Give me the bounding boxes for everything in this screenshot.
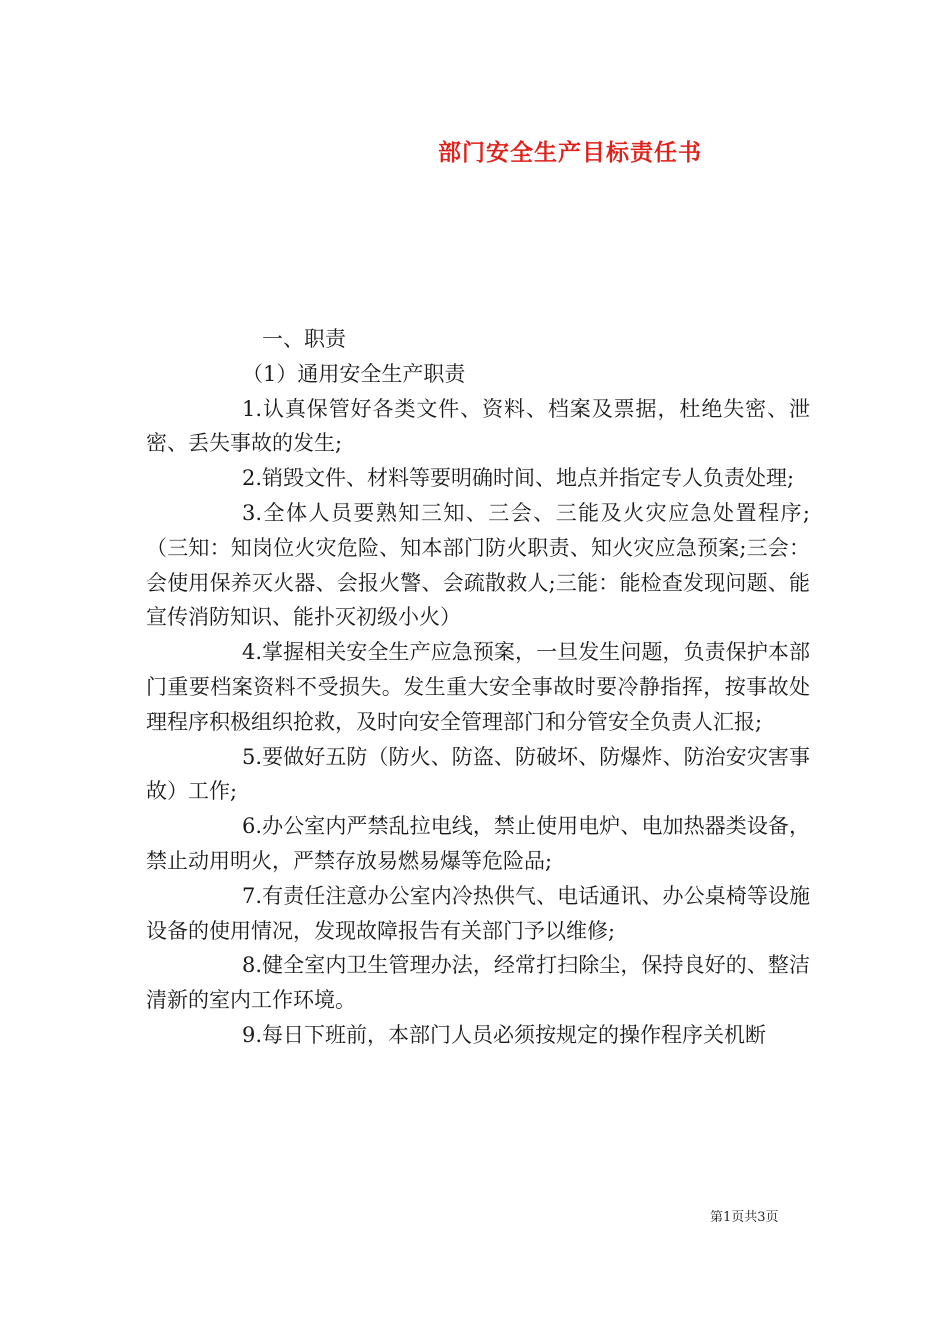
paragraph-4: 4.掌握相关安全生产应急预案，一旦发生问题，负责保护本部门重要档案资料不受损失。发生重大安全事故时要冷静指挥，按事故处理程序积极组织抢救，及时向安全管理部门和分管安全负责人汇报; [146,640,810,734]
document-title: 部门安全生产目标责任书 [438,139,702,166]
paragraph-3: 3.全体人员要熟知三知、三会、三能及火灾应急处置程序;（三知：知岗位火灾危险、知本部门防火职责、知火灾应急预案;三会：会使用保养灭火器、会报火警、会疏散救人;三能：能检查发现问题、能宣传消防知识、能扑灭初级小火） [146,500,810,630]
paragraph-5: 5.要做好五防（防火、防盗、防破坏、防爆炸、防治安灾害事故）工作; [146,744,810,804]
paragraph-2: 2.销毁文件、材料等要明确时间、地点并指定专人负责处理; [242,466,795,491]
subsection-heading: （1）通用安全生产职责 [242,361,466,386]
page-number-footer [710,1206,779,1225]
paragraph-6: 6.办公室内严禁乱拉电线，禁止使用电炉、电加热器类设备，禁止动用明火，严禁存放易燃易爆等危险品; [146,814,810,873]
document-body [146,322,810,1053]
section-heading: 一、职责 [262,327,346,351]
paragraph-8: 8.健全室内卫生管理办法，经常打扫除尘，保持良好的、整洁清新的室内工作环境。 [146,953,810,1013]
page-number-label: 第1页共3页 [710,1210,779,1225]
paragraph-9: 9.每日下班前，本部门人员必须按规定的操作程序关机断 [242,1022,767,1047]
paragraph-1: 1.认真保管好各类文件、资料、档案及票据，杜绝失密、泄密、丢失事故的发生; [146,396,810,456]
paragraph-7: 7.有责任注意办公室内冷热供气、电话通讯、办公桌椅等设施设备的使用情况，发现故障报告有关部门予以维修; [146,883,810,943]
